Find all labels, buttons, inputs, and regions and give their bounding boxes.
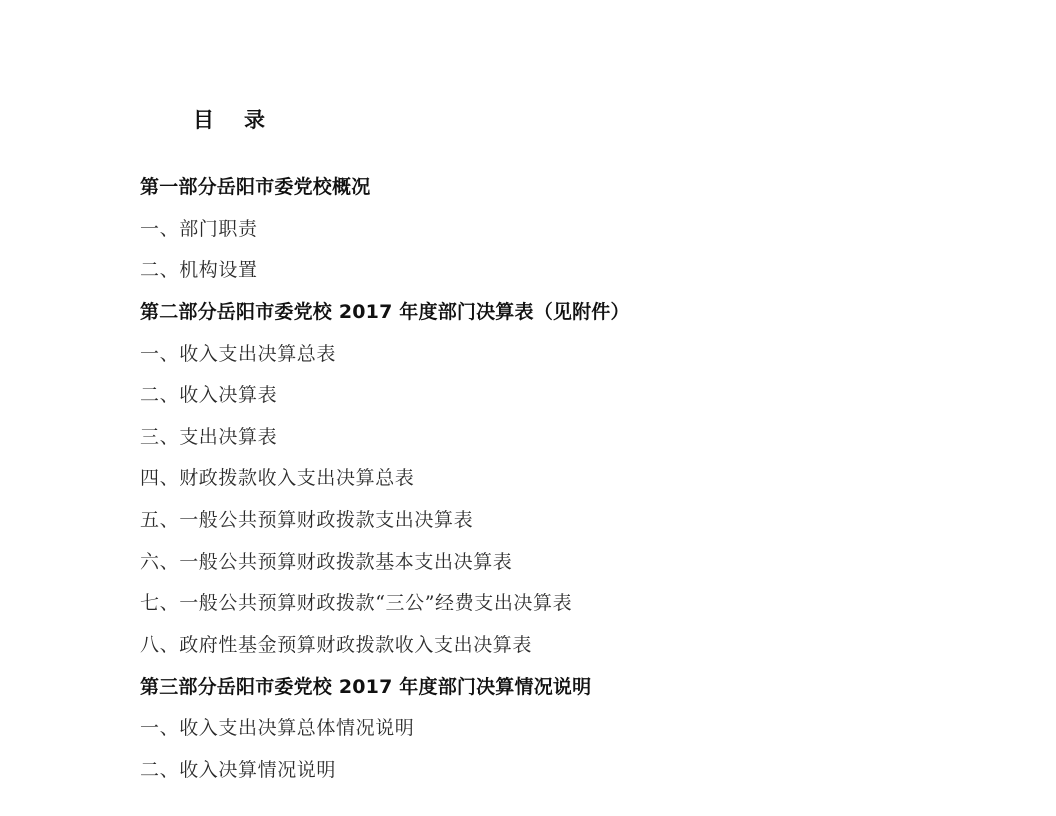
toc-item: 六、一般公共预算财政拨款基本支出决算表 <box>140 551 513 573</box>
toc-item: 三、支出决算表 <box>140 426 278 448</box>
toc-item: 一、部门职责 <box>140 218 258 240</box>
toc-item: 四、财政拨款收入支出决算总表 <box>140 467 415 489</box>
toc-item: 二、机构设置 <box>140 259 258 281</box>
toc-item: 七、一般公共预算财政拨款“三公”经费支出决算表 <box>140 592 573 614</box>
toc-part-2: 第二部分岳阳市委党校 2017 年度部门决算表（见附件） <box>140 301 630 323</box>
toc-heading <box>193 104 265 134</box>
toc-part-1: 第一部分岳阳市委党校概况 <box>140 176 371 198</box>
toc-item: 一、收入支出决算总体情况说明 <box>140 717 415 739</box>
toc-item: 二、收入决算表 <box>140 384 278 406</box>
toc-item: 八、政府性基金预算财政拨款收入支出决算表 <box>140 634 533 656</box>
toc-heading-left: 目 <box>193 108 214 132</box>
toc-item: 一、收入支出决算总表 <box>140 343 337 365</box>
toc-heading-right: 录 <box>244 108 265 132</box>
toc-item: 二、收入决算情况说明 <box>140 759 337 781</box>
toc-item: 五、一般公共预算财政拨款支出决算表 <box>140 509 474 531</box>
toc-part-3: 第三部分岳阳市委党校 2017 年度部门决算情况说明 <box>140 676 592 698</box>
